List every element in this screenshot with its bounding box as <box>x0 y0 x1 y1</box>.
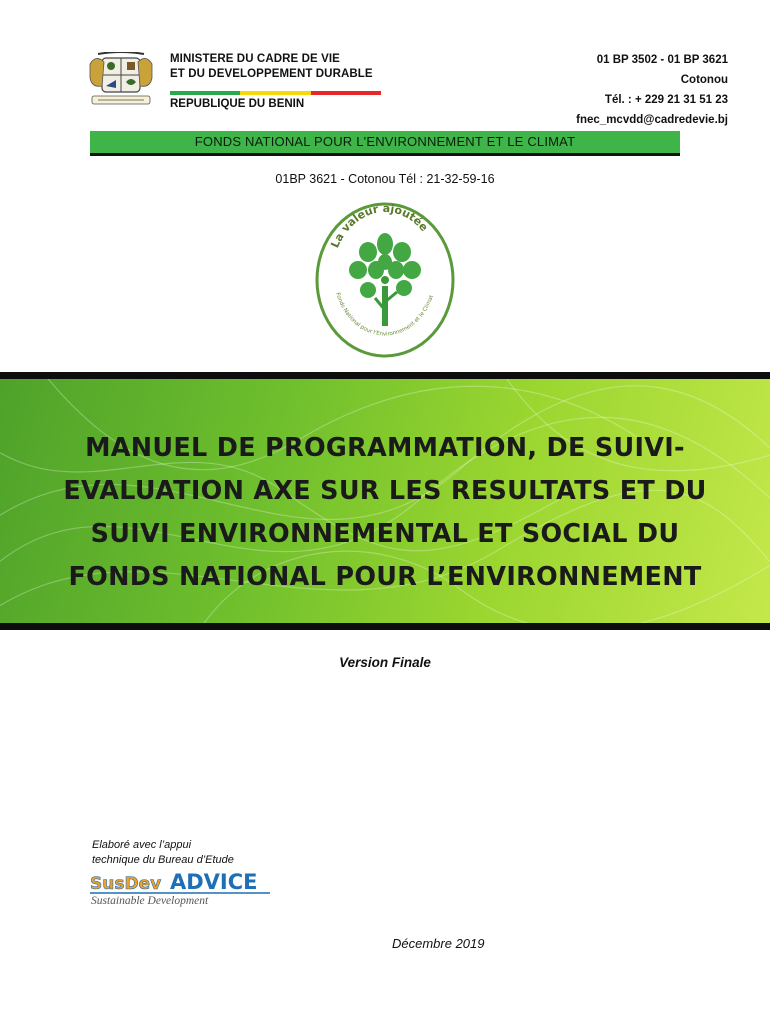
flag-yellow <box>240 91 310 95</box>
support-line-1: Elaboré avec l’appui <box>92 839 192 851</box>
version-label: Version Finale <box>339 655 431 670</box>
national-flag-stripe <box>170 91 381 95</box>
document-date: Décembre 2019 <box>392 936 485 951</box>
support-credit <box>92 838 234 868</box>
ministry-name <box>170 52 373 82</box>
title-line-1: MANUEL DE PROGRAMMATION, DE SUIVI- <box>85 433 685 463</box>
flag-green <box>170 91 240 95</box>
republic-name: REPUBLIQUE DU BENIN <box>170 98 305 110</box>
brand-tagline: Sustainable Development <box>91 895 209 907</box>
support-line-2: technique du Bureau d’Etude <box>92 854 234 866</box>
fund-address: 01BP 3621 - Cotonou Tél : 21-32-59-16 <box>275 172 495 186</box>
title-line-3: SUIVI ENVIRONNEMENTAL ET SOCIAL DU <box>90 519 680 549</box>
title-line-2: EVALUATION AXE SUR LES RESULTATS ET DU <box>63 476 707 506</box>
ministry-line-1: MINISTERE DU CADRE DE VIE <box>170 53 340 65</box>
fund-name-banner: FONDS NATIONAL POUR L'ENVIRONNEMENT ET LE CLIMAT <box>90 131 680 156</box>
logo-lower-text: Fonds National pour l'Environnement et le Climat <box>334 292 436 338</box>
email: fnec_mcvdd@cadredevie.bj <box>576 114 728 126</box>
coat-of-arms-emblem <box>84 52 158 108</box>
phone: Tél. : + 229 21 31 51 23 <box>604 94 728 106</box>
logo-arc-text: La valeur ajoutée <box>328 201 431 250</box>
brand-part-1: SusDev <box>90 874 162 894</box>
city: Cotonou <box>680 74 728 86</box>
title-banner <box>0 372 770 630</box>
document-title <box>27 427 742 599</box>
brand-part-2: ADVICE <box>170 872 258 894</box>
contact-block <box>576 50 728 130</box>
flag-red <box>311 91 381 95</box>
ministry-line-2: ET DU DEVELOPPEMENT DURABLE <box>170 68 373 80</box>
fnec-tree-logo <box>310 200 460 360</box>
postal-box: 01 BP 3502 - 01 BP 3621 <box>596 54 728 66</box>
title-line-4: FONDS NATIONAL POUR L’ENVIRONNEMENT <box>68 562 702 592</box>
